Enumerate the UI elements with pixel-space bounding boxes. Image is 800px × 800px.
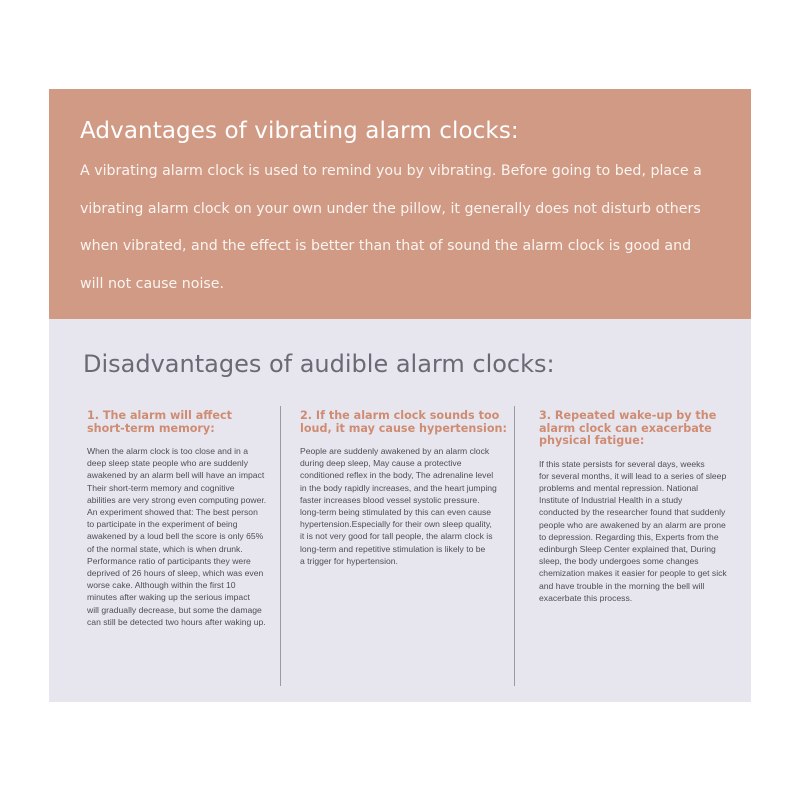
column-body: People are suddenly awakened by an alarm clock during deep sleep, May cause a protective conditioned reflex in the body, The adrenaline level in the body rapidly increases, and the heart jumping faster increases blood vessel systolic pressure. long-term being stimulated by this can even cause hypertension.Especially for their own sleep quality, it is not very good for tall people, the alarm clock is long-term and repetitive stimulation is likely to be a trigger for hypertension. [300, 446, 497, 566]
disadvantage-column-2 [300, 410, 514, 567]
disadvantage-column-3 [539, 410, 739, 604]
column-heading: 3. Repeated wake-up by the alarm clock can exacerbate physical fatigue: [539, 409, 717, 447]
column-heading: 2. If the alarm clock sounds too loud, it may cause hypertension: [300, 409, 507, 435]
disadvantages-panel [49, 319, 751, 702]
disadvantage-column-1 [87, 410, 283, 628]
advantages-text: A vibrating alarm clock is used to remind you by vibrating. Before going to bed, place a vibrating alarm clock on your own under the pillow, it generally does not disturb others when vibrated, and the effect is better than that of sound the alarm clock is good and will not cause noise. [80, 163, 702, 292]
advantages-panel [49, 89, 751, 319]
advantages-title: Advantages of vibrating alarm clocks: [80, 118, 519, 144]
column-body: When the alarm clock is too close and in a deep sleep state people who are suddenly awakened by an alarm bell will have an impact Their short-term memory and cognitive abilities are very strong even computing power. An experiment showed that: The best person to participate in the experiment of being awakened by a loud bell the score is only 65% of the normal state, which is when drunk. Performance ratio of participants they were deprived of 26 hours of sleep, which was even worse cake. Although within the first 10 minutes after waking up the serious impact will gradually decrease, but some the damage can still be detected two hours after waking up. [87, 446, 267, 627]
disadvantages-title: Disadvantages of audible alarm clocks: [83, 350, 555, 378]
column-heading: 1. The alarm will affect short-term memory: [87, 409, 232, 435]
column-divider [514, 406, 515, 686]
column-body: If this state persists for several days, weeks for several months, it will lead to a series of sleep problems and mental repression. National Institute of Industrial Health in a study conducted by the researcher found that suddenly people who are awakened by an alarm are prone to depression. Regarding this, Experts from the edinburgh Sleep Center explained that, During sleep, the body undergoes some changes chemization makes it easier for people to get sick and have trouble in the morning the bell will exacerbate this process. [539, 458, 727, 603]
column-divider [280, 406, 281, 686]
